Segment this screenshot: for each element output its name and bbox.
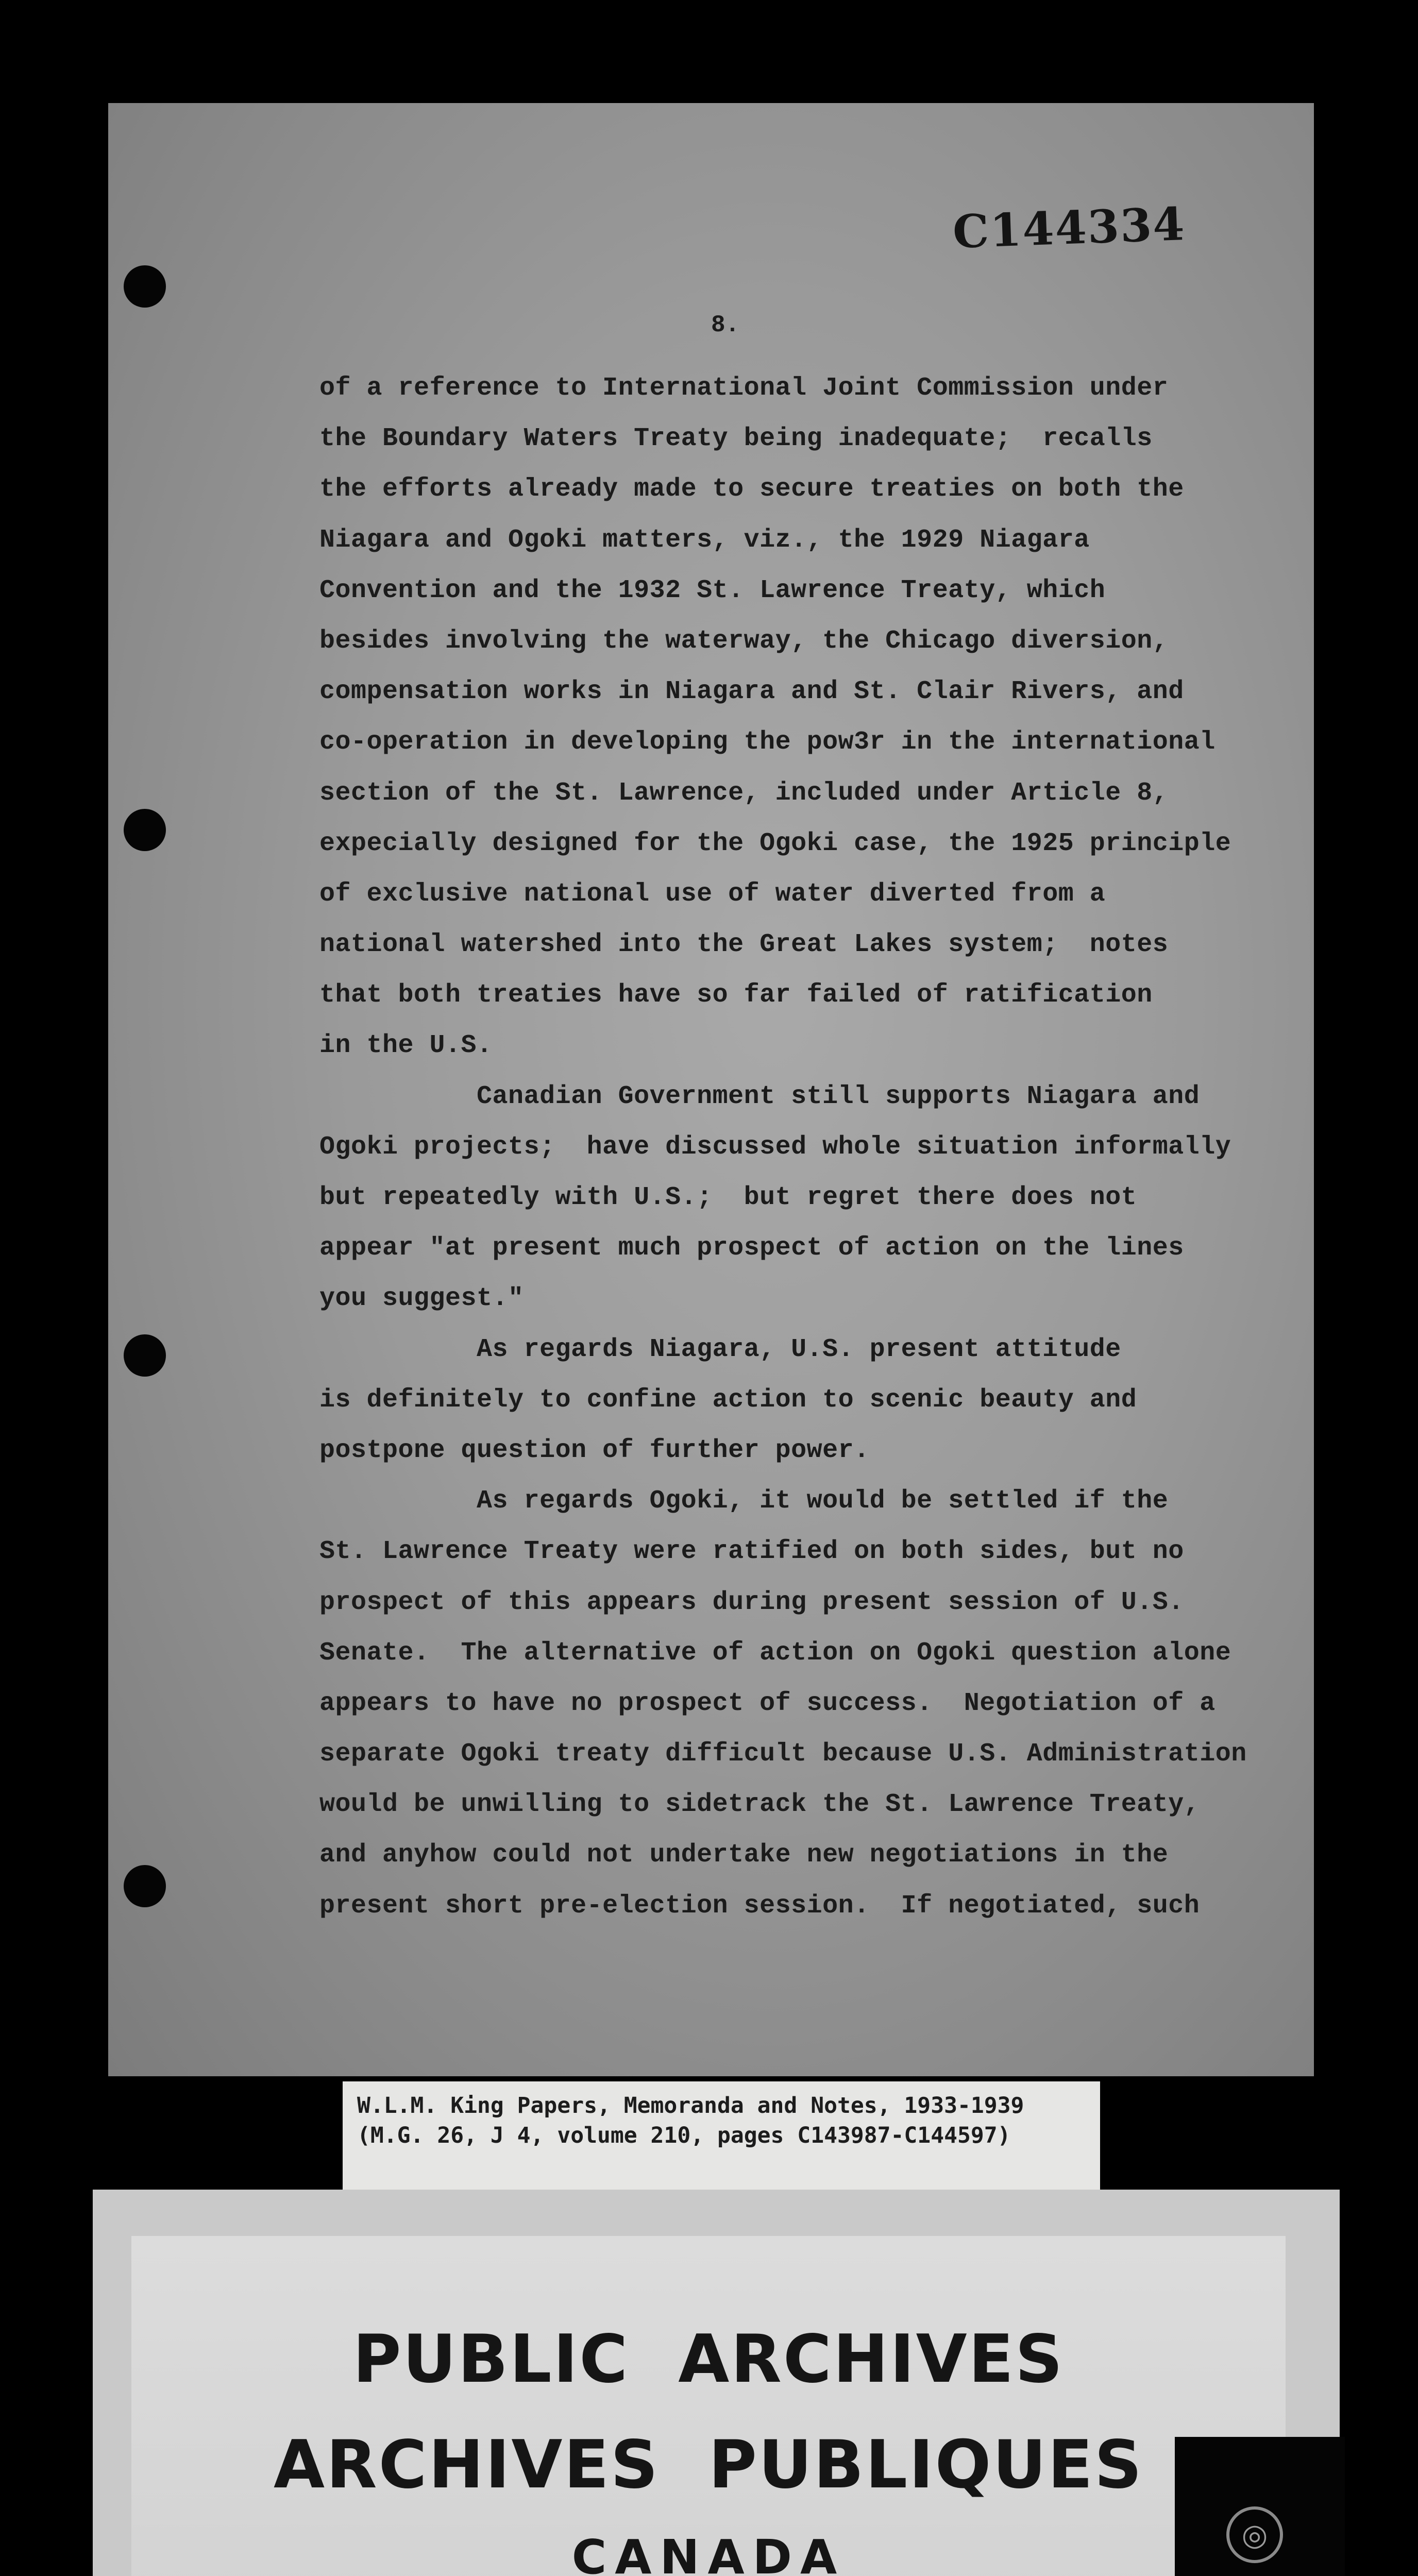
text-line: Niagara and Ogoki matters, viz., the 1929 Niagara xyxy=(319,525,1090,555)
archives-card-inner xyxy=(131,2236,1286,2576)
text-line: Convention and the 1932 St. Lawrence Treaty, which xyxy=(319,575,1106,605)
text-line: Ogoki projects; have discussed whole situation informally xyxy=(319,1132,1231,1162)
text-line: co-operation in developing the pow3r in the international xyxy=(319,727,1216,757)
text-line: section of the St. Lawrence, included under Article 8, xyxy=(319,778,1169,808)
text-line: is definitely to confine action to scenic beauty and xyxy=(319,1385,1137,1415)
text-line: postpone question of further power. xyxy=(319,1435,870,1465)
text-line: of a reference to International Joint Commission under xyxy=(319,374,1169,403)
archives-title-fr: ARCHIVES PUBLIQUES xyxy=(274,2427,1143,2503)
text-line: and anyhow could not undertake new negotiations in the xyxy=(319,1840,1169,1870)
text-line: present short pre-election session. If negotiated, such xyxy=(319,1891,1200,1921)
text-line: in the U.S. xyxy=(319,1031,493,1061)
text-line: Senate. The alternative of action on Ogoki question alone xyxy=(319,1638,1231,1668)
document-body xyxy=(319,363,1298,1931)
text-line: compensation works in Niagara and St. Clair Rivers, and xyxy=(319,677,1184,707)
text-line: Canadian Government still supports Niagara and xyxy=(319,1081,1200,1111)
text-line: you suggest." xyxy=(319,1284,524,1314)
text-line: As regards Niagara, U.S. present attitude xyxy=(319,1334,1121,1364)
text-line: appear "at present much prospect of action on the lines xyxy=(319,1233,1184,1263)
text-line: but repeatedly with U.S.; but regret there does not xyxy=(319,1183,1137,1212)
text-line: that both treaties have so far failed of ratification xyxy=(319,980,1153,1010)
text-line: of exclusive national use of water diverted from a xyxy=(319,879,1106,909)
punch-hole-icon xyxy=(124,1334,166,1377)
document-number: C144334 xyxy=(951,197,1186,259)
punch-hole-icon xyxy=(124,265,166,308)
corner-logo xyxy=(1175,2437,1345,2576)
text-line: separate Ogoki treaty difficult because U.S. Administration xyxy=(319,1739,1247,1769)
archives-logo-icon: ◎ xyxy=(1226,2506,1283,2563)
text-line: appears to have no prospect of success. Negotiation of a xyxy=(319,1688,1216,1718)
punch-hole-icon xyxy=(124,809,166,851)
text-line: the Boundary Waters Treaty being inadequate; recalls xyxy=(319,424,1153,454)
reference-line: W.L.M. King Papers, Memoranda and Notes, 1933-1939 xyxy=(357,2093,1024,2119)
document-page xyxy=(108,103,1314,2076)
text-line: As regards Ogoki, it would be settled if the xyxy=(319,1486,1169,1516)
punch-hole-icon xyxy=(124,1865,166,1907)
page-number: 8. xyxy=(711,312,740,338)
text-line: besides involving the waterway, the Chicago diversion, xyxy=(319,626,1169,656)
archives-card xyxy=(93,2190,1340,2576)
text-line: St. Lawrence Treaty were ratified on both sides, but no xyxy=(319,1537,1184,1567)
text-line: the efforts already made to secure treaties on both the xyxy=(319,474,1184,504)
archives-country: CANADA xyxy=(571,2530,846,2576)
archives-title-en: PUBLIC ARCHIVES xyxy=(352,2321,1065,2398)
reference-label xyxy=(343,2081,1100,2192)
text-line: national watershed into the Great Lakes system; notes xyxy=(319,930,1169,960)
text-line: prospect of this appears during present session of U.S. xyxy=(319,1587,1184,1617)
text-line: would be unwilling to sidetrack the St. Lawrence Treaty, xyxy=(319,1790,1200,1820)
text-line: expecially designed for the Ogoki case, the 1925 principle xyxy=(319,828,1231,858)
reference-line: (M.G. 26, J 4, volume 210, pages C143987-C144597) xyxy=(357,2123,1011,2148)
